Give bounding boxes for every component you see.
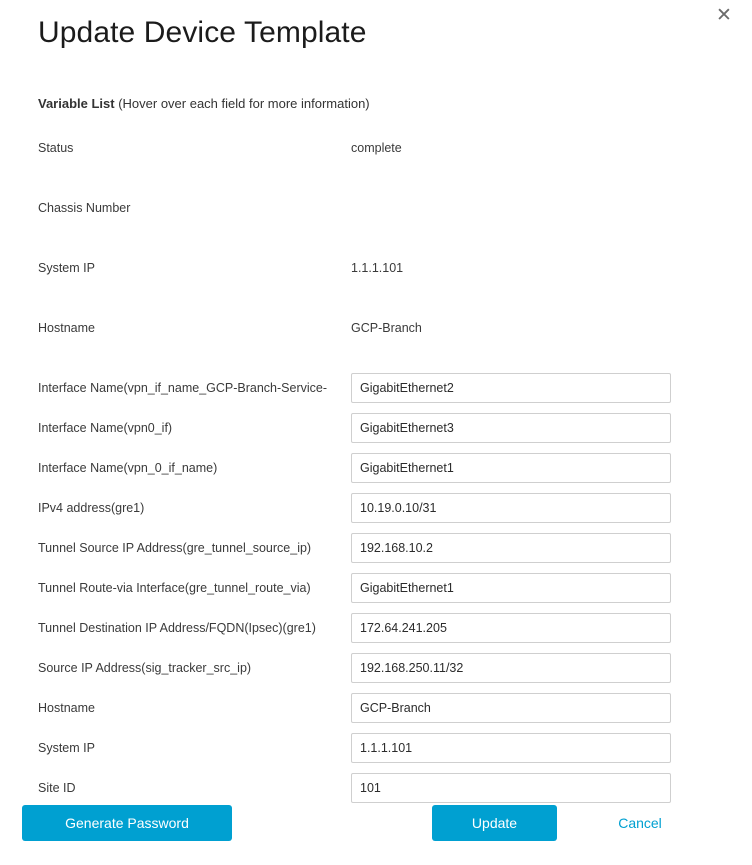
cancel-button[interactable]: Cancel (600, 805, 680, 841)
field-row-system-ip-static (38, 253, 714, 283)
gre-tunnel-route-via-input[interactable] (351, 573, 671, 603)
field-label: Source IP Address(sig_tracker_src_ip) (38, 661, 252, 675)
vpn-if-name-service-input[interactable] (351, 373, 671, 403)
field-row-vpn0-if (38, 413, 714, 443)
field-label: Tunnel Destination IP Address/FQDN(Ipsec)(gre1) (38, 621, 316, 635)
field-label: System IP (38, 741, 95, 755)
field-row-ipv4-address-gre1 (38, 493, 714, 523)
field-row-system-ip (38, 733, 714, 763)
field-label: Status (38, 141, 74, 155)
field-label: Interface Name(vpn_if_name_GCP-Branch-Service- (38, 381, 328, 395)
field-row-gre-tunnel-route-via (38, 573, 714, 603)
field-row-gre-tunnel-source-ip (38, 533, 714, 563)
field-value: complete (351, 141, 402, 155)
variable-list-label: Variable List (38, 96, 115, 111)
field-row-vpn-if-name-service (38, 373, 714, 403)
field-row-status (38, 133, 714, 163)
page-title: Update Device Template (38, 16, 367, 49)
gre-tunnel-source-ip-input[interactable] (351, 533, 671, 563)
field-label: Site ID (38, 781, 76, 795)
field-label: System IP (38, 261, 95, 275)
field-label: Hostname (38, 321, 95, 335)
field-row-sig-tracker-src-ip (38, 653, 714, 683)
field-label: Tunnel Source IP Address(gre_tunnel_source_ip) (38, 541, 312, 555)
sig-tracker-src-ip-input[interactable] (351, 653, 671, 683)
variable-list-header (38, 96, 714, 111)
field-label: Hostname (38, 701, 95, 715)
field-row-chassis-number (38, 193, 714, 223)
dialog-content (0, 96, 752, 795)
field-label: Interface Name(vpn0_if) (38, 421, 173, 435)
hostname-input[interactable] (351, 693, 671, 723)
field-row-tunnel-destination-ip (38, 613, 714, 643)
field-value: 1.1.1.101 (351, 261, 404, 275)
field-row-hostname (38, 693, 714, 723)
field-value: GCP-Branch (351, 321, 422, 335)
ipv4-address-gre1-input[interactable] (351, 493, 671, 523)
dialog-footer (0, 775, 752, 865)
field-label: Interface Name(vpn_0_if_name) (38, 461, 218, 475)
tunnel-destination-ip-input[interactable] (351, 613, 671, 643)
field-label: IPv4 address(gre1) (38, 501, 145, 515)
variable-list-hint: (Hover over each field for more information) (114, 96, 370, 111)
vpn0-if-input[interactable] (351, 413, 671, 443)
field-label: Chassis Number (38, 201, 131, 215)
field-row-hostname-static (38, 313, 714, 343)
vpn-0-if-name-input[interactable] (351, 453, 671, 483)
generate-password-button[interactable]: Generate Password (22, 805, 232, 841)
close-icon[interactable]: ✕ (712, 4, 736, 28)
field-row-vpn-0-if-name (38, 453, 714, 483)
system-ip-input[interactable] (351, 733, 671, 763)
field-label: Tunnel Route-via Interface(gre_tunnel_route_via) (38, 581, 311, 595)
update-button[interactable]: Update (432, 805, 557, 841)
